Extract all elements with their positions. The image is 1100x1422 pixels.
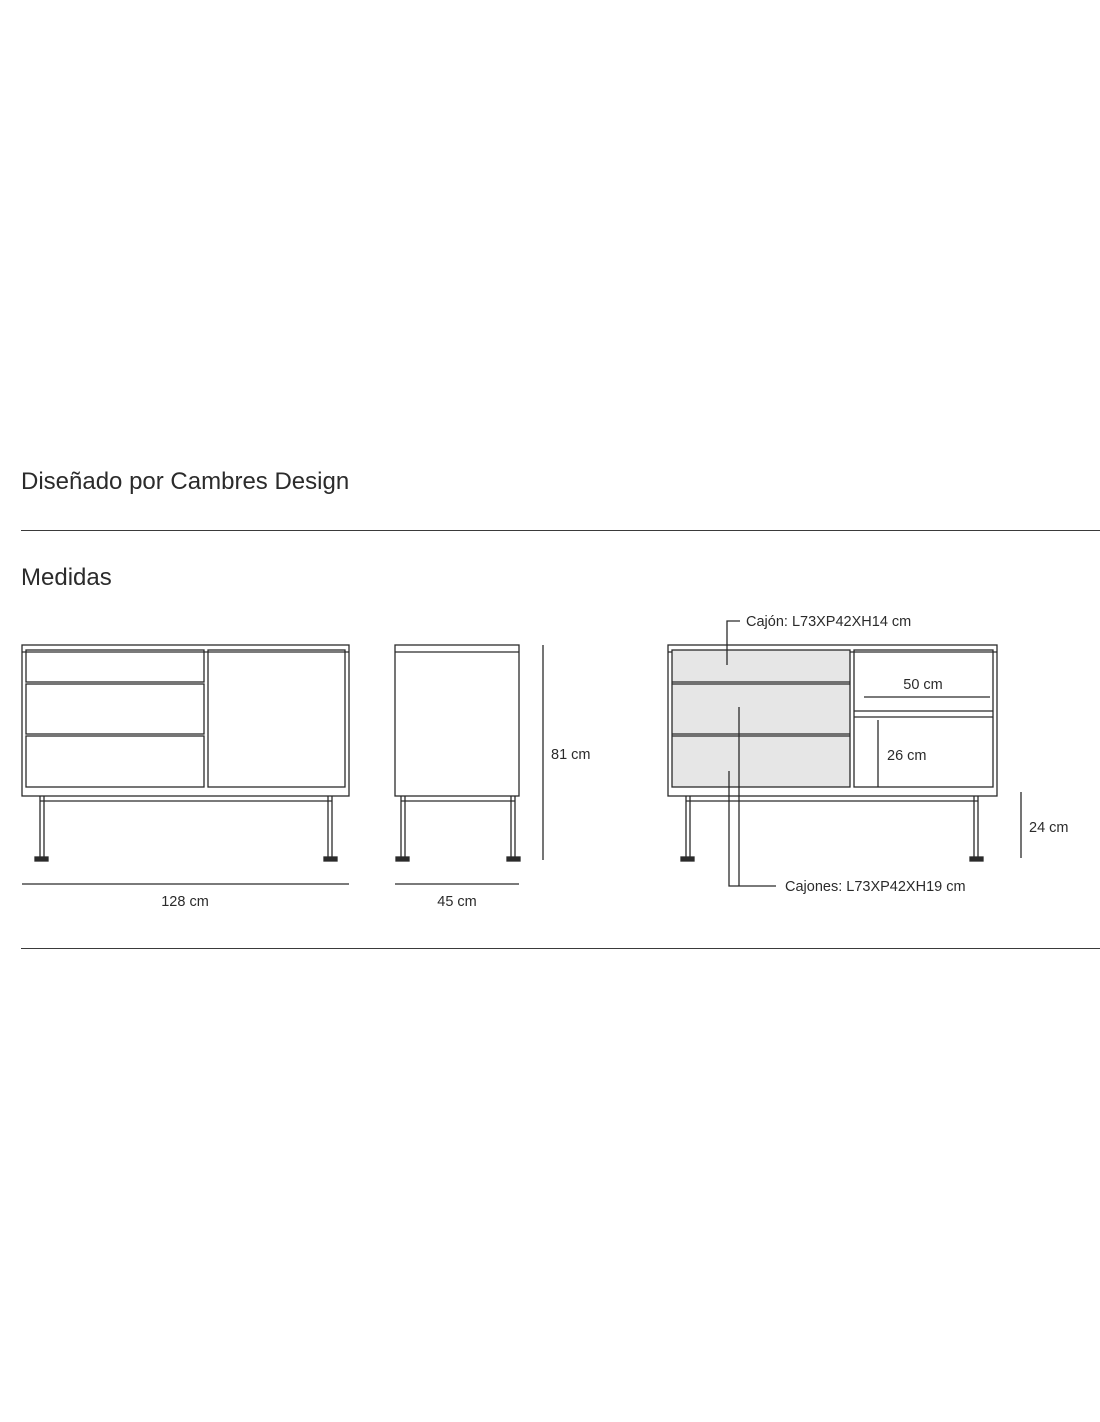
lower-drawers-callout: Cajones: L73XP42XH19 cm (785, 879, 966, 895)
depth-label: 45 cm (437, 894, 477, 910)
side-cabinet-body (395, 645, 519, 796)
detail-foot-left (681, 857, 694, 861)
width-label: 128 cm (161, 894, 209, 910)
front-door (208, 650, 345, 787)
section-title-measures: Medidas (21, 564, 112, 591)
front-view (22, 645, 349, 884)
side-view (395, 645, 543, 884)
front-foot-right (324, 857, 337, 861)
drawers-leader-line-2 (729, 771, 776, 886)
side-foot-left (396, 857, 409, 861)
leg-height-label: 24 cm (1029, 820, 1069, 836)
detail-view (668, 621, 1021, 886)
compartment-height-label: 26 cm (887, 748, 927, 764)
height-label: 81 cm (551, 747, 591, 763)
front-foot-left (35, 857, 48, 861)
front-cabinet-body (22, 645, 349, 796)
detail-open-compartment (854, 650, 993, 787)
front-drawer-middle (26, 684, 204, 734)
shelf-width-label: 50 cm (903, 677, 943, 693)
front-drawer-top (26, 650, 204, 682)
top-drawer-callout: Cajón: L73XP42XH14 cm (746, 614, 912, 630)
front-drawer-bottom (26, 736, 204, 787)
side-foot-right (507, 857, 520, 861)
detail-drawers-highlight (672, 650, 850, 787)
designer-credit: Diseñado por Cambres Design (21, 468, 350, 495)
detail-foot-right (970, 857, 983, 861)
